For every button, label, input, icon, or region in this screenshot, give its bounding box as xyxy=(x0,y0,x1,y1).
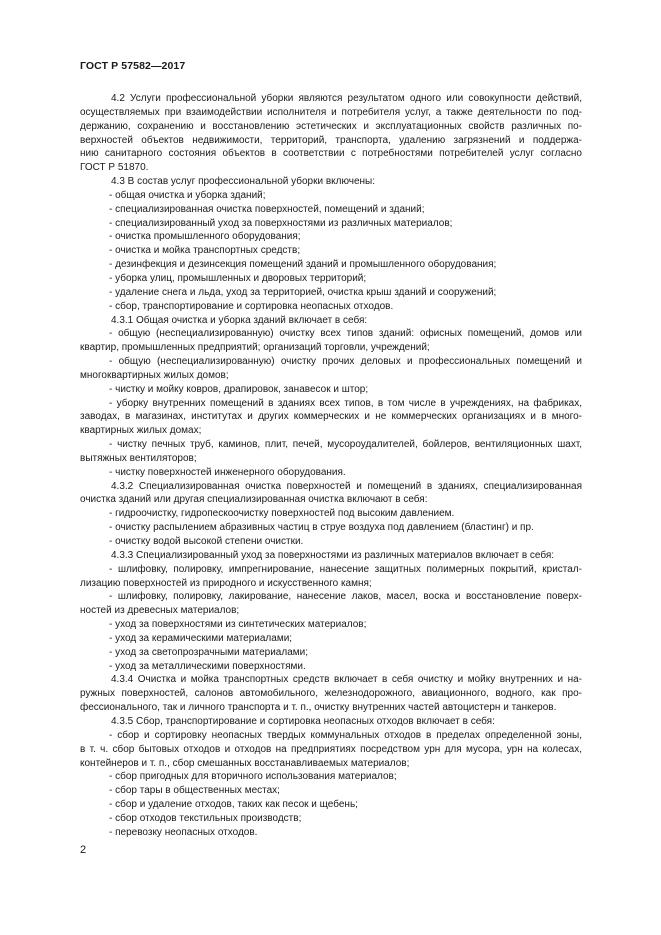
section-heading-line: 4.3.4 Очистка и мойка транспортных средств включает в себя очистку и мойку внутренних и на- xyxy=(111,674,582,686)
list-item: - чистку и мойку ковров, драпировок, занавесок и штор; xyxy=(109,383,369,395)
page-number: 2 xyxy=(80,844,87,856)
text-line: заводах, в магазинах, институтах и других коммерческих и не коммерческих организациях и в много- xyxy=(80,411,582,423)
list-item: - чистку печных труб, каминов, плит, печей, мусороудалителей, бойлеров, вентиляционных шахт, xyxy=(109,439,582,451)
section-heading-line: 4.3.1 Общая очистка и уборка зданий включает в себя: xyxy=(111,314,368,326)
list-item: - шлифовку, полировку, импрегнирование, нанесение защитных полимерных покрытий, кристал- xyxy=(109,563,582,575)
text-line: очистка зданий или другая специализированная очистка включают в себя: xyxy=(80,494,428,506)
text-line: многоквартирных жилых домов; xyxy=(80,369,229,381)
text-line: осуществляемых при взаимодействии исполнителя и потребителя услуг, а также деятельности по под- xyxy=(80,106,582,118)
list-item: - сбор, транспортирование и сортировка неопасных отходов. xyxy=(109,300,394,312)
list-item: - очистку водой высокой степени очистки. xyxy=(109,536,304,547)
list-item: - уход за светопрозрачными материалами; xyxy=(109,646,308,658)
list-item: - перевозку неопасных отходов. xyxy=(109,826,258,838)
text-line: квартирных жилых домах; xyxy=(80,425,202,437)
list-item: - сбор тары в общественных местах; xyxy=(109,785,280,797)
section-heading-line: 4.3.5 Сбор, транспортирование и сортировка неопасных отходов включает в себя: xyxy=(111,715,495,727)
text-line: в т. ч. сбор бытовых отходов и отходов на предприятиях посредством урн для мусора, урн на колесах, xyxy=(80,743,582,755)
list-item: - общую (неспециализированную) очистку всех типов зданий: офисных помещений, домов или xyxy=(109,328,582,340)
list-item: - уход за металлическими поверхностями. xyxy=(109,660,306,672)
section-heading-line: 4.3.3 Специализированный уход за поверхностями из различных материалов включает в себя: xyxy=(111,549,555,561)
list-item: - уход за керамическими материалами; xyxy=(109,632,293,644)
section-heading-line: 4.3 В состав услуг профессиональной уборки включены: xyxy=(111,176,375,188)
text-line: лизацию поверхностей из природного и искусственного камня; xyxy=(80,577,372,589)
list-item: - общую (неспециализированную) очистку прочих деловых и профессиональных помещений и xyxy=(109,356,582,368)
list-item: - общая очистка и уборка зданий; xyxy=(109,189,266,201)
list-item: - чистку поверхностей инженерного оборудования. xyxy=(109,466,346,478)
list-item: - дезинфекция и дезинсекция помещений зданий и промышленного оборудования; xyxy=(109,259,497,271)
list-item: - специализированный уход за поверхностями из различных материалов; xyxy=(109,217,453,229)
list-item: - уборку внутренних помещений в зданиях всех типов, в том числе в учреждениях, на фабриках, xyxy=(109,397,582,409)
list-item: - шлифовку, полировку, лакирование, нанесение лаков, масел, воска и восстановление поверх- xyxy=(109,591,582,603)
list-item: - сбор пригодных для вторичного использования материалов; xyxy=(109,771,397,783)
text-line: вытяжных вентиляторов; xyxy=(80,452,197,464)
list-item: - гидроочистку, гидропескоочистку поверхностей под высоким давлением. xyxy=(109,508,455,520)
list-item: - очистка промышленного оборудования; xyxy=(109,231,301,243)
text-line: контейнеров и т. п., сбор смешанных восстанавливаемых материалов; xyxy=(80,757,410,769)
text-line: ностей из древесных материалов; xyxy=(80,605,240,617)
document-body xyxy=(80,92,582,840)
section-heading-line: 4.3.2 Специализированная очистка поверхностей и помещений в зданиях, специализированная xyxy=(111,480,582,492)
list-item: - очистку распылением абразивных частиц в струе воздуха под давлением (бластинг) и пр. xyxy=(109,522,534,534)
list-item: - уход за поверхностями из синтетических материалов; xyxy=(109,619,367,631)
list-item: - очистка и мойка транспортных средств; xyxy=(109,245,301,257)
list-item: - сбор отходов текстильных производств; xyxy=(109,812,302,824)
text-line: ГОСТ Р 51870. xyxy=(80,162,149,174)
list-item: - специализированная очистка поверхностей, помещений и зданий; xyxy=(109,203,425,215)
text-line: держанию, сохранению и восстановлению эстетических и эксплуатационных свойств различных по- xyxy=(80,120,582,132)
text-line: 4.2 Услуги профессиональной уборки являются результатом одного или совокупности действий, xyxy=(111,93,582,104)
text-line: верхностей объектов недвижимости, территорий, транспорта, удалению загрязнений и поддержа- xyxy=(80,134,582,146)
text-line: фессионального, так и личного транспорта и т. п., очистку внутренних частей автоцистерн и танкеров. xyxy=(80,702,557,714)
standard-code-header: ГОСТ Р 57582—2017 xyxy=(80,60,186,72)
text-line: квартир, промышленных предприятий; организаций торговли, учреждений; xyxy=(80,342,430,354)
list-item: - сбор и удаление отходов, таких как песок и щебень; xyxy=(109,799,358,811)
list-item: - сбор и сортировку неопасных твердых коммунальных отходов в пределах определенной зоны, xyxy=(109,729,582,741)
list-item: - уборка улиц, промышленных и дворовых территорий; xyxy=(109,272,367,284)
text-line: ружных поверхностей, салонов автомобильного, железнодорожного, авиационного, водного, как про- xyxy=(80,688,582,700)
text-line: нию санитарного состояния объектов в соответствии с потребностями потребителей услуг согласно xyxy=(80,148,582,160)
list-item: - удаление снега и льда, уход за территорией, очистка крыш зданий и сооружений; xyxy=(109,286,497,298)
